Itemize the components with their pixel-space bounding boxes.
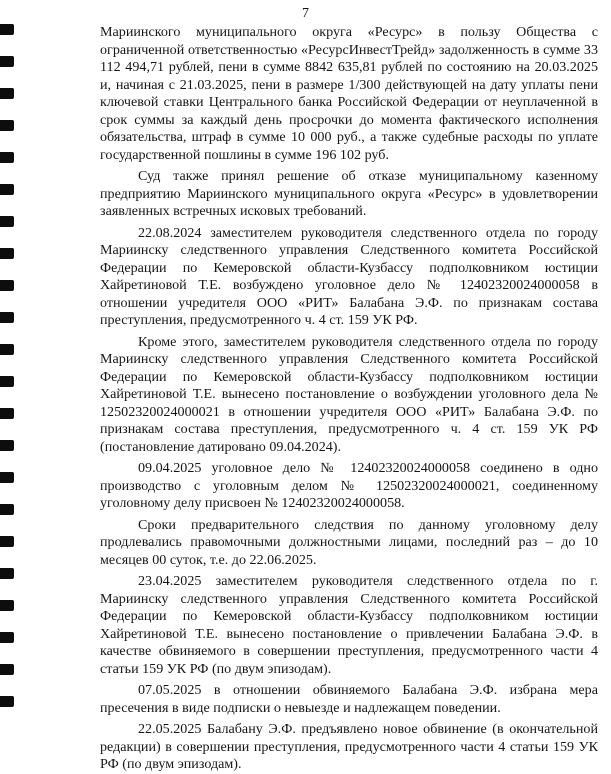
paragraph-cases-merged: 09.04.2025 уголовное дело № 12402320024000058 соединено в одно производство с уголовным делом № 12502320024000021, соединенному уголовному делу присвоен № 12402320024000058. bbox=[100, 460, 598, 511]
paragraph-counterclaim-refusal: Суд также принял решение об отказе муниципальному казенному предприятию Мариинского муниципального округа «Ресурс» в удовлетворении заявленных встречных исковых требований. bbox=[100, 168, 598, 219]
paragraph-case-opened: 22.08.2024 заместителем руководителя следственного отдела по городу Мариинску следственного управления Следственного комитета Российской Федерации по Кемеровской области-Кузбассу подполковником юстиции Хайретиновой Т.Е. возбуждено уголовное дело № 12402320024000058 в отношении учредителя ООО «РИТ» Балабана Э.Ф. по признакам состава преступления, предусмотренного ч. 4 ст. 159 УК РФ. bbox=[100, 224, 598, 328]
binder-hole bbox=[0, 184, 14, 195]
binder-hole bbox=[0, 376, 14, 387]
binder-hole bbox=[0, 88, 14, 99]
binder-hole bbox=[0, 664, 14, 675]
paragraph-investigation-extended: Сроки предварительного следствия по данному уголовному делу продлевались правомочными должностными лицами, последний раз – до 10 месяцев 00 суток, т.е. до 22.06.2025. bbox=[100, 516, 598, 568]
document-body bbox=[100, 24, 598, 774]
binder-hole bbox=[0, 696, 14, 707]
binder-hole bbox=[0, 536, 14, 547]
binder-hole bbox=[0, 344, 14, 355]
binder-hole bbox=[0, 632, 14, 643]
binder-hole bbox=[0, 568, 14, 579]
binder-hole bbox=[0, 408, 14, 419]
binder-hole bbox=[0, 56, 14, 67]
binder-hole bbox=[0, 248, 14, 259]
paragraph-restraint-measure: 07.05.2025 в отношении обвиняемого Балабана Э.Ф. избрана мера пресечения в виде подписки о невыезде и надлежащем поведении. bbox=[100, 682, 598, 716]
paragraph-new-charge: 22.05.2025 Балабану Э.Ф. предъявлено новое обвинение (в окончательной редакции) в совершении преступления, предусмотренного части 4 статьи 159 УК РФ (по двум эпизодам). bbox=[100, 721, 598, 772]
paragraph-debt-judgment: Мариинского муниципального округа «Ресурс» в пользу Общества с ограниченной ответственностью «РесурсИнвестТрейд» задолженность в сумме 33 112 494,71 рублей, пени в сумме 8842 635,81 рублей по состоянию на 20.03.2025 и, начиная с 21.03.2025, пени в размере 1/300 действующей на дату уплаты пени ключевой ставки Центрального банка Российской Федерации от неуплаченной в срок суммы за каждый день просрочки до момента фактического исполнения обязательства, штраф в сумме 10 000 руб., а также судебные расходы по уплате государственной пошлины в сумме 196 102 руб. bbox=[100, 24, 598, 163]
binder-hole bbox=[0, 24, 14, 35]
binder-hole bbox=[0, 440, 14, 451]
binder-hole bbox=[0, 280, 14, 291]
binder-hole bbox=[0, 600, 14, 611]
binder-hole bbox=[0, 120, 14, 131]
binder-hole bbox=[0, 152, 14, 163]
binder-hole bbox=[0, 216, 14, 227]
binder-strip bbox=[0, 0, 22, 737]
binder-hole bbox=[0, 472, 14, 483]
paragraph-second-case: Кроме этого, заместителем руководителя следственного отдела по городу Мариинску следственного управления Следственного комитета Российской Федерации по Кемеровской области-Кузбассу подполковником юстиции Хайретиновой Т.Е. вынесено постановление о возбуждении уголовного дела № 12502320024000021 в отношении учредителя ООО «РИТ» Балабана Э.Ф. по признакам состава преступления, предусмотренного ч. 4 ст. 159 УК РФ (постановление датировано 09.04.2024). bbox=[100, 333, 598, 455]
paragraph-charged: 23.04.2025 заместителем руководителя следственного отдела по г. Мариинску следственного управления Следственного комитета Российской Федерации по Кемеровской области-Кузбассу подполковником юстиции Хайретиновой Т.Е. вынесено постановление о привлечении Балабана Э.Ф. в качестве обвиняемого в совершении преступления, предусмотренного части 4 статьи 159 УК РФ (по двум эпизодам). bbox=[100, 573, 598, 677]
binder-hole bbox=[0, 504, 14, 515]
page-number: 7 bbox=[302, 6, 309, 21]
binder-hole bbox=[0, 312, 14, 323]
